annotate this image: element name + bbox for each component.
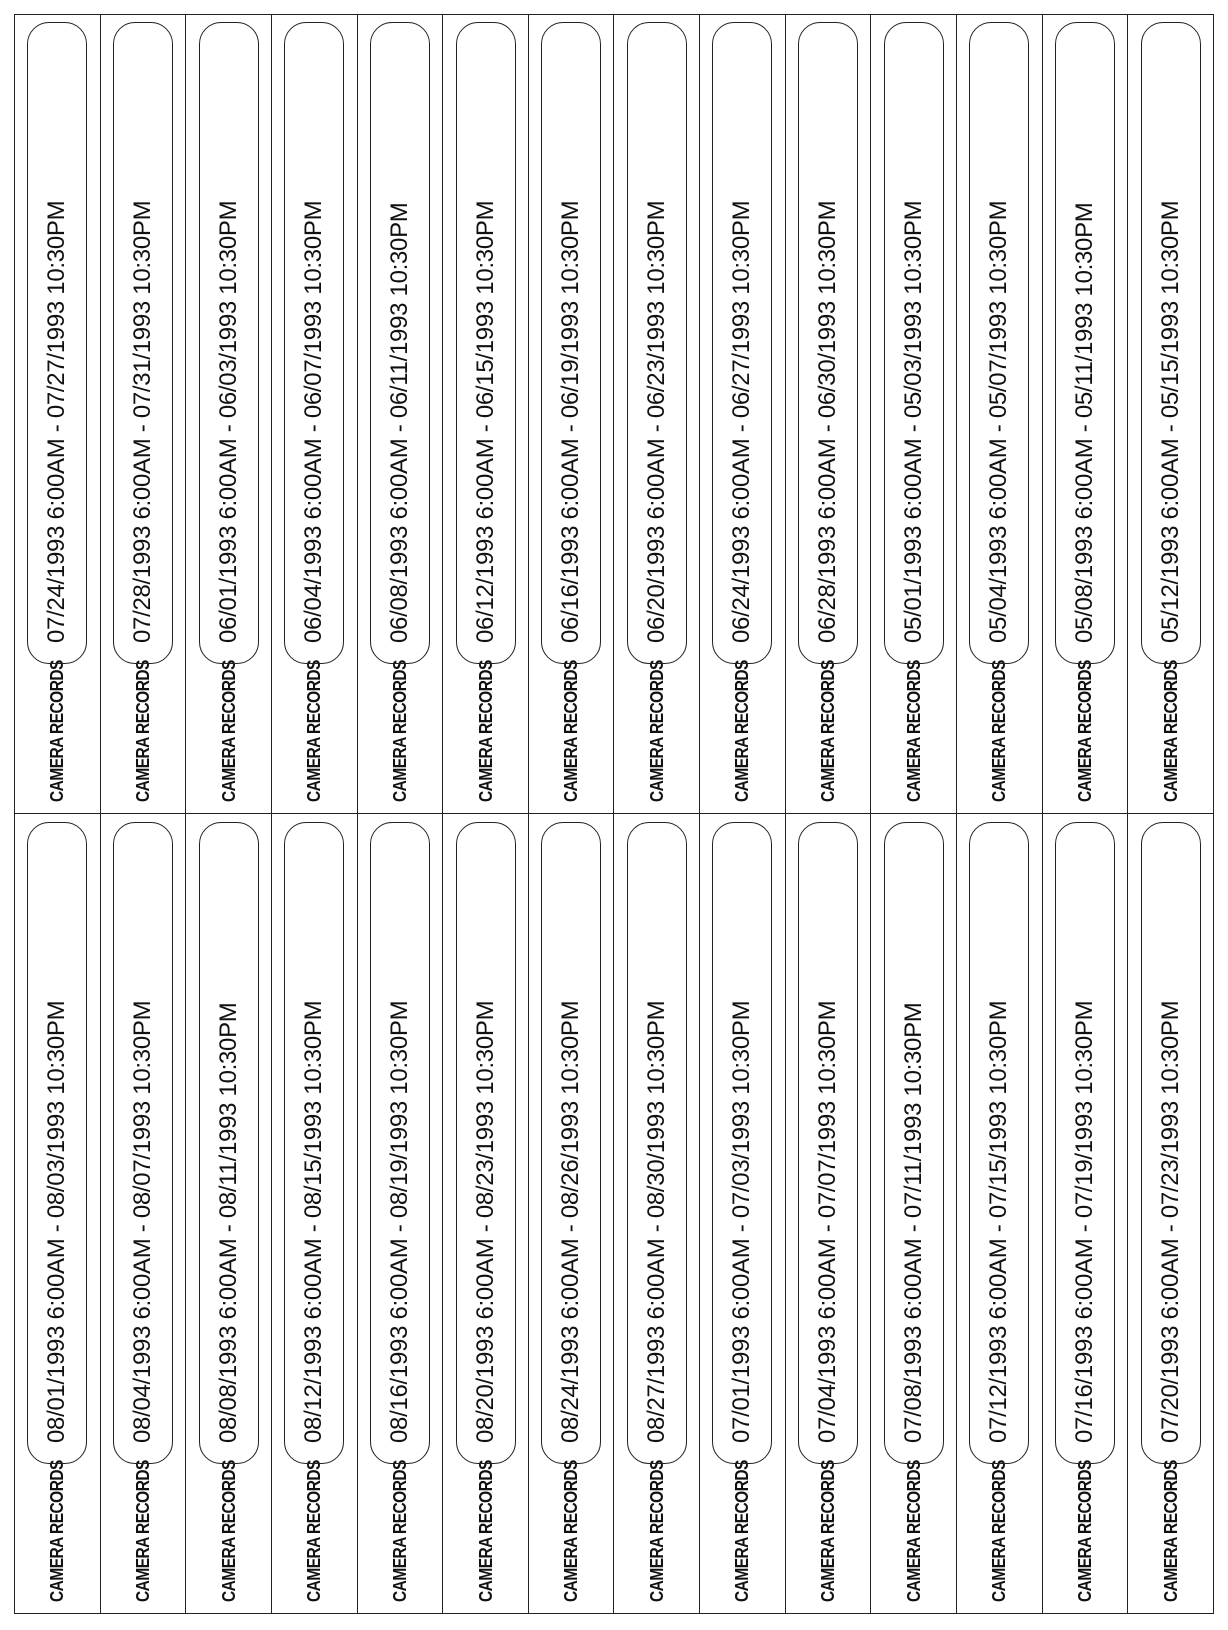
record-strip-content <box>957 14 1041 814</box>
record-strip <box>871 15 957 813</box>
record-strip-content <box>786 814 870 1614</box>
record-strip <box>700 15 786 813</box>
record-strip <box>443 814 529 1613</box>
record-strip-content <box>786 14 870 814</box>
strip-label: CAMERA RECORDS <box>46 660 67 802</box>
record-strip <box>614 814 700 1613</box>
record-strip <box>871 814 957 1613</box>
date-range-box: 05/12/1993 6:00AM - 05/15/1993 10:30PM <box>1141 22 1201 664</box>
strip-label: CAMERA RECORDS <box>46 1459 67 1602</box>
record-strip <box>358 814 444 1613</box>
date-range-box: 06/28/1993 6:00AM - 06/30/1993 10:30PM <box>798 22 858 664</box>
strip-label: CAMERA RECORDS <box>218 660 239 802</box>
record-strip <box>957 814 1043 1613</box>
record-strip-content <box>272 14 356 814</box>
strip-label: CAMERA RECORDS <box>475 1459 496 1602</box>
record-strip-content <box>444 14 528 814</box>
strip-label: CAMERA RECORDS <box>988 660 1009 802</box>
strip-label: CAMERA RECORDS <box>903 1459 924 1602</box>
strip-label: CAMERA RECORDS <box>303 660 324 802</box>
strip-label: CAMERA RECORDS <box>560 1459 581 1602</box>
strip-label: CAMERA RECORDS <box>1160 660 1181 802</box>
record-strip-content <box>615 814 699 1614</box>
record-strip-content <box>872 814 956 1614</box>
record-strip-content <box>15 14 99 814</box>
strip-label: CAMERA RECORDS <box>303 1459 324 1602</box>
record-strip <box>1128 814 1213 1613</box>
date-range-box: 07/04/1993 6:00AM - 07/07/1993 10:30PM <box>798 822 858 1464</box>
record-strip-content <box>101 814 185 1614</box>
strip-label: CAMERA RECORDS <box>132 660 153 802</box>
strip-label: CAMERA RECORDS <box>1074 660 1095 802</box>
date-range-box: 07/24/1993 6:00AM - 07/27/1993 10:30PM <box>27 22 87 664</box>
strip-label: CAMERA RECORDS <box>731 1459 752 1602</box>
label-row-top <box>15 15 1213 814</box>
label-row-bottom <box>15 814 1213 1613</box>
record-strip-content <box>101 14 185 814</box>
date-range-box: 08/27/1993 6:00AM - 08/30/1993 10:30PM <box>627 822 687 1464</box>
record-strip <box>272 15 358 813</box>
strip-label: CAMERA RECORDS <box>132 1459 153 1602</box>
record-strip <box>957 15 1043 813</box>
record-strip <box>529 15 615 813</box>
date-range-box: 08/08/1993 6:00AM - 08/11/1993 10:30PM <box>199 822 259 1464</box>
strip-label: CAMERA RECORDS <box>1074 1459 1095 1602</box>
date-range-box: 08/01/1993 6:00AM - 08/03/1993 10:30PM <box>27 822 87 1464</box>
record-strip-content <box>358 14 442 814</box>
record-strip <box>15 15 101 813</box>
date-range-box: 06/16/1993 6:00AM - 06/19/1993 10:30PM <box>541 22 601 664</box>
record-strip <box>101 15 187 813</box>
record-strip <box>358 15 444 813</box>
record-strip <box>1043 15 1129 813</box>
record-strip <box>786 814 872 1613</box>
record-strip <box>529 814 615 1613</box>
strip-label: CAMERA RECORDS <box>389 1459 410 1602</box>
date-range-box: 06/08/1993 6:00AM - 06/11/1993 10:30PM <box>370 22 430 664</box>
record-strip-content <box>444 814 528 1614</box>
date-range-box: 07/16/1993 6:00AM - 07/19/1993 10:30PM <box>1055 822 1115 1464</box>
strip-label: CAMERA RECORDS <box>560 660 581 802</box>
date-range-box: 05/08/1993 6:00AM - 05/11/1993 10:30PM <box>1055 22 1115 664</box>
strip-label: CAMERA RECORDS <box>817 660 838 802</box>
record-strip <box>186 15 272 813</box>
date-range-box: 07/08/1993 6:00AM - 07/11/1993 10:30PM <box>884 822 944 1464</box>
date-range-box: 08/04/1993 6:00AM - 08/07/1993 10:30PM <box>113 822 173 1464</box>
record-strip <box>272 814 358 1613</box>
strip-label: CAMERA RECORDS <box>646 660 667 802</box>
date-range-box: 07/12/1993 6:00AM - 07/15/1993 10:30PM <box>969 822 1029 1464</box>
date-range-box: 06/12/1993 6:00AM - 06/15/1993 10:30PM <box>456 22 516 664</box>
record-strip-content <box>358 814 442 1614</box>
strip-label: CAMERA RECORDS <box>646 1459 667 1602</box>
date-range-box: 08/12/1993 6:00AM - 08/15/1993 10:30PM <box>284 822 344 1464</box>
date-range-box: 05/01/1993 6:00AM - 05/03/1993 10:30PM <box>884 22 944 664</box>
date-range-box: 07/20/1993 6:00AM - 07/23/1993 10:30PM <box>1141 822 1201 1464</box>
record-strip-content <box>615 14 699 814</box>
record-strip <box>614 15 700 813</box>
record-strip-content <box>700 14 784 814</box>
record-strip <box>700 814 786 1613</box>
label-sheet <box>14 14 1214 1614</box>
strip-label: CAMERA RECORDS <box>218 1459 239 1602</box>
date-range-box: 06/01/1993 6:00AM - 06/03/1993 10:30PM <box>199 22 259 664</box>
date-range-box: 07/01/1993 6:00AM - 07/03/1993 10:30PM <box>712 822 772 1464</box>
date-range-box: 05/04/1993 6:00AM - 05/07/1993 10:30PM <box>969 22 1029 664</box>
record-strip <box>443 15 529 813</box>
record-strip-content <box>872 14 956 814</box>
record-strip-content <box>957 814 1041 1614</box>
strip-label: CAMERA RECORDS <box>988 1459 1009 1602</box>
strip-label: CAMERA RECORDS <box>475 660 496 802</box>
strip-label: CAMERA RECORDS <box>1160 1459 1181 1602</box>
date-range-box: 08/24/1993 6:00AM - 08/26/1993 10:30PM <box>541 822 601 1464</box>
record-strip-content <box>1129 14 1213 814</box>
record-strip-content <box>529 14 613 814</box>
record-strip-content <box>272 814 356 1614</box>
record-strip <box>101 814 187 1613</box>
record-strip-content <box>187 814 271 1614</box>
record-strip-content <box>15 814 99 1614</box>
date-range-box: 08/16/1993 6:00AM - 08/19/1993 10:30PM <box>370 822 430 1464</box>
strip-label: CAMERA RECORDS <box>731 660 752 802</box>
record-strip <box>1128 15 1213 813</box>
record-strip-content <box>1129 814 1213 1614</box>
strip-label: CAMERA RECORDS <box>817 1459 838 1602</box>
record-strip <box>1043 814 1129 1613</box>
record-strip <box>786 15 872 813</box>
record-strip-content <box>1043 814 1127 1614</box>
date-range-box: 06/20/1993 6:00AM - 06/23/1993 10:30PM <box>627 22 687 664</box>
record-strip-content <box>187 14 271 814</box>
strip-label: CAMERA RECORDS <box>903 660 924 802</box>
record-strip-content <box>529 814 613 1614</box>
date-range-box: 08/20/1993 6:00AM - 08/23/1993 10:30PM <box>456 822 516 1464</box>
strip-label: CAMERA RECORDS <box>389 660 410 802</box>
record-strip <box>15 814 101 1613</box>
record-strip-content <box>1043 14 1127 814</box>
record-strip-content <box>700 814 784 1614</box>
date-range-box: 06/24/1993 6:00AM - 06/27/1993 10:30PM <box>712 22 772 664</box>
date-range-box: 07/28/1993 6:00AM - 07/31/1993 10:30PM <box>113 22 173 664</box>
record-strip <box>186 814 272 1613</box>
date-range-box: 06/04/1993 6:00AM - 06/07/1993 10:30PM <box>284 22 344 664</box>
